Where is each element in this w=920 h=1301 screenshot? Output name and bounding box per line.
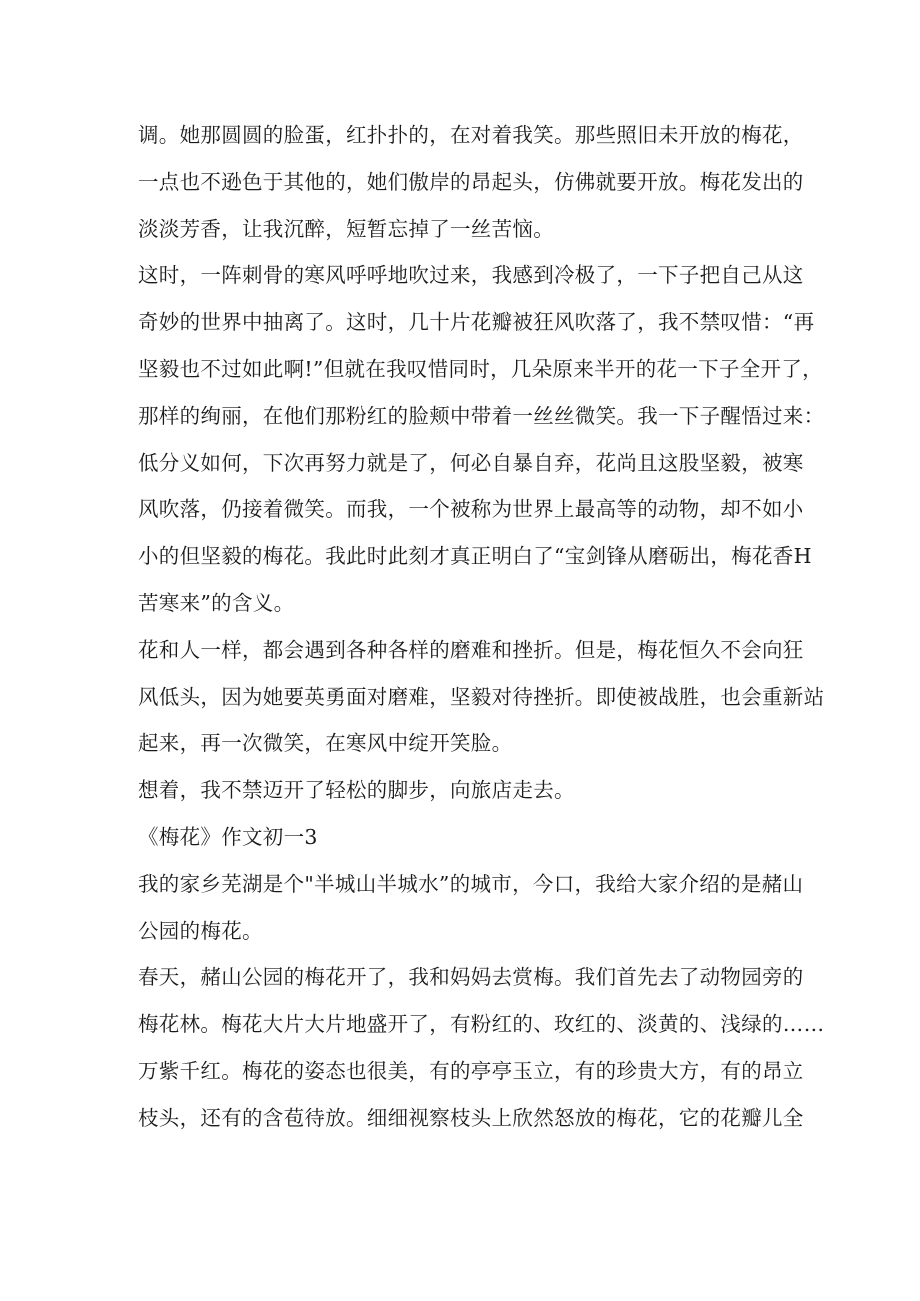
text-line: 公园的梅花。 [138,918,263,943]
text-line: 这时，一阵刺骨的寒风呼呼地吹过来，我感到冷极了，一下子把自己从这 [138,263,804,288]
text-line: 风吹落，仍接着微笑。而我，一个被称为世界上最高等的动物，却不如小 [138,497,804,522]
text-line: 淡淡芳香，让我沉醉，短暂忘掉了一丝苦恼。 [138,216,554,241]
text-line: 想着，我不禁迈开了轻松的脚步，向旅店走去。 [138,778,575,803]
text-line: 枝头，还有的含苞待放。细细视察枝头上欣然怒放的梅花，它的花瓣儿全 [138,1105,804,1130]
document-body [138,112,825,1142]
text-line: 小的但坚毅的梅花。我此时此刻才真正明白了“宝剑锋从磨砺出，梅花香H [138,544,812,569]
text-line: 万紫千红。梅花的姿态也很美，有的亭亭玉立，有的珍贵大方，有的昂立 [138,1058,804,1083]
text-line: 花和人一样，都会遇到各种各样的磨难和挫折。但是，梅花恒久不会向狂 [138,637,804,662]
text-line: 坚毅也不过如此啊!”但就在我叹惜同时，几朵原来半开的花一下子全开了， [138,356,823,381]
text-line: 一点也不逊色于其他的，她们傲岸的昂起头，仿佛就要开放。梅花发出的 [138,169,804,194]
text-line: 起来，再一次微笑，在寒风中绽开笑脸。 [138,731,513,756]
text-line: 梅花林。梅花大片大片地盛开了，有粉红的、玫红的、淡黄的、浅绿的…… [138,1012,825,1037]
text-line: 我的家乡芜湖是个"半城山半城水”的城市，今口，我给大家介绍的是赭山 [138,871,804,896]
text-line: 奇妙的世界中抽离了。这时，几十片花瓣被狂风吹落了，我不禁叹惜：“再 [138,310,815,335]
text-line: 春天，赭山公园的梅花开了，我和妈妈去赏梅。我们首先去了动物园旁的 [138,965,804,990]
text-line: 低分义如何，下次再努力就是了，何必自暴自弃，花尚且这股坚毅，被寒 [138,450,804,475]
section-heading: 《梅花》作文初一3 [138,824,318,849]
text-line: 那样的绚丽，在他们那粉红的脸颊中带着一丝丝微笑。我一下子醒悟过来： [138,403,825,428]
text-line: 风低头，因为她要英勇面对磨难，坚毅对待挫折。即使被战胜，也会重新站 [138,684,825,709]
text-line: 调。她那圆圆的脸蛋，红扑扑的，在对着我笑。那些照旧未开放的梅花， [138,123,804,147]
text-line: 苦寒来”的含义。 [138,590,295,615]
